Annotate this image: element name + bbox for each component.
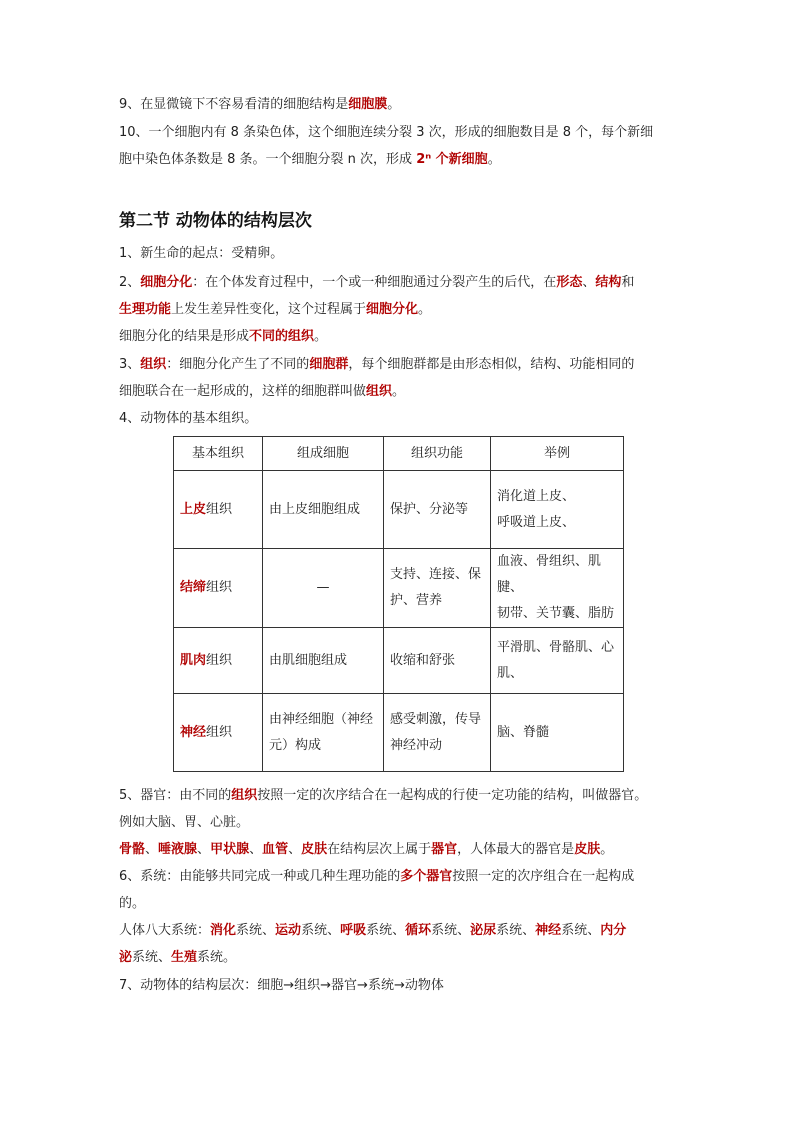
tissue-example: 消化道上皮、 呼吸道上皮、: [491, 471, 624, 549]
item-3-line2: [119, 383, 405, 401]
text: ：细胞分化产生了不同的: [166, 357, 310, 372]
tissue-example: 脑、脊髓: [491, 694, 624, 772]
text: 、: [582, 275, 596, 290]
text: 9、在显微镜下不容易看清的细胞结构是: [119, 97, 349, 112]
key-term: 组织: [140, 357, 167, 372]
tissue-table: [173, 436, 624, 772]
section-title: 第二节 动物体的结构层次: [119, 211, 312, 231]
key-term: 生理功能: [119, 302, 172, 317]
text: 。: [387, 97, 401, 112]
paragraph-9: [119, 96, 400, 114]
key-term: 细胞膜: [348, 97, 388, 112]
tissue-name: 神经组织: [174, 694, 263, 772]
key-term: 2ⁿ 个新细胞: [416, 152, 488, 167]
item-6-line2: 的。: [119, 896, 146, 911]
key-term: 细胞群: [309, 357, 349, 372]
text: 胞中染色体条数是 8 条。一个细胞分裂 n 次，形成: [119, 152, 417, 167]
item-2-line2: [119, 301, 431, 319]
text: 按照一定的次序组合在一起构成: [452, 869, 635, 884]
tissue-cells: 由肌细胞组成: [263, 628, 384, 694]
item-5-line2: 例如大脑、胃、心脏。: [119, 815, 250, 830]
key-term: 结构: [595, 275, 622, 290]
item-2-result: [119, 328, 327, 346]
text: 。: [418, 302, 432, 317]
tissue-name: 结缔组织: [174, 549, 263, 628]
tissue-example: 血液、骨组织、肌腱、 韧带、关节囊、脂肪: [491, 549, 624, 628]
item-6-systems-line1: 人体八大系统：消化系统、运动系统、呼吸系统、循环系统、泌尿系统、神经系统、内分: [119, 923, 627, 938]
tissue-name: 肌肉组织: [174, 628, 263, 694]
text: 细胞分化的结果是形成: [119, 329, 250, 344]
tissue-cells: —: [263, 549, 384, 628]
tissue-cells: 由神经细胞（神经 元）构成: [263, 694, 384, 772]
item-5-line1: [119, 787, 647, 805]
tissue-example: 平滑肌、骨骼肌、心 肌、: [491, 628, 624, 694]
item-7: 7、动物体的结构层次：细胞→组织→器官→系统→动物体: [119, 978, 444, 993]
item-2-line1: [119, 274, 634, 292]
item-6-systems-line2: 泌系统、生殖系统。: [119, 950, 237, 965]
table-row: [174, 471, 624, 549]
item-3-line1: [119, 356, 634, 374]
tissue-function: 感受刺激，传导 神经冲动: [384, 694, 491, 772]
text: 。: [392, 384, 406, 399]
table-header-row: [174, 437, 624, 471]
text: 按照一定的次序结合在一起构成的行使一定功能的结构，叫做器官。: [257, 788, 648, 803]
text: ：在个体发育过程中，一个或一种细胞通过分裂产生的后代，在: [192, 275, 557, 290]
key-term: 细胞分化: [366, 302, 419, 317]
key-term: 形态: [556, 275, 583, 290]
item-6-line1: [119, 868, 634, 886]
tissue-name: 上皮组织: [174, 471, 263, 549]
tissue-cells: 由上皮细胞组成: [263, 471, 384, 549]
key-term: 组织: [231, 788, 258, 803]
text: 。: [487, 152, 501, 167]
paragraph-10-line2: [119, 151, 501, 169]
table-row: [174, 628, 624, 694]
item-5-line3: 骨骼、唾液腺、甲状腺、血管、皮肤在结构层次上属于器官，人体最大的器官是皮肤。: [119, 842, 614, 857]
text: 6、系统：由能够共同完成一种或几种生理功能的: [119, 869, 401, 884]
table-header: 基本组织: [174, 437, 263, 471]
table-row: [174, 549, 624, 628]
table-header: 举例: [491, 437, 624, 471]
key-term: 组织: [366, 384, 393, 399]
item-1: 1、新生命的起点：受精卵。: [119, 246, 284, 261]
tissue-function: 收缩和舒张: [384, 628, 491, 694]
table-header: 组成细胞: [263, 437, 384, 471]
text: 。: [314, 329, 328, 344]
table-row: [174, 694, 624, 772]
item-4: 4、动物体的基本组织。: [119, 411, 258, 426]
text: 细胞联合在一起形成的，这样的细胞群叫做: [119, 384, 367, 399]
text: 5、器官：由不同的: [119, 788, 232, 803]
table-header: 组织功能: [384, 437, 491, 471]
text: 上发生差异性变化，这个过程属于: [171, 302, 367, 317]
tissue-function: 保护、分泌等: [384, 471, 491, 549]
key-term: 不同的组织: [249, 329, 315, 344]
tissue-function: 支持、连接、保 护、营养: [384, 549, 491, 628]
text: ，每个细胞群都是由形态相似，结构、功能相同的: [348, 357, 635, 372]
text: 3、: [119, 357, 141, 372]
paragraph-10-line1: 10、一个细胞内有 8 条染色体，这个细胞连续分裂 3 次，形成的细胞数目是 8 个，每个新细: [119, 125, 654, 140]
text: 和: [621, 275, 635, 290]
key-term: 细胞分化: [140, 275, 193, 290]
key-term: 多个器官: [400, 869, 453, 884]
text: 2、: [119, 275, 141, 290]
